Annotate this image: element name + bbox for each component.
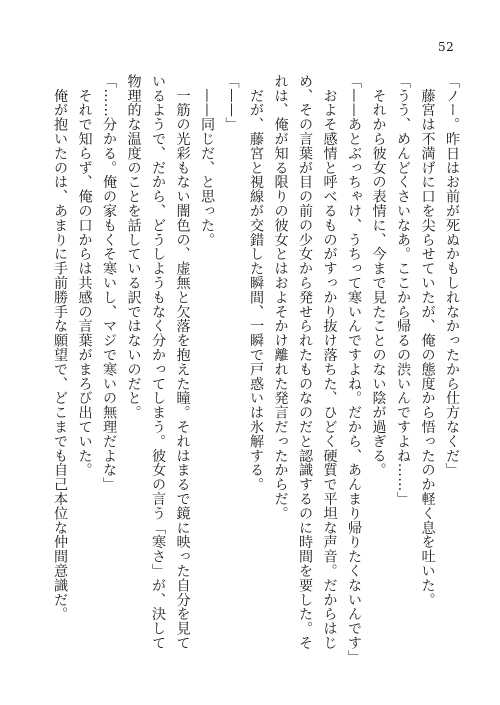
text-line: 「——」: [223, 74, 240, 132]
text-line: ——同じだ、と思った。: [199, 74, 215, 247]
text-line: それで知らず、俺の口からは共感の言葉がまろび出ていた。: [76, 74, 93, 478]
text-line: いるようで、だから、どうしようもなく分かってしまう。彼女の言う「寒さ」が、決して: [150, 74, 166, 650]
text-line: それから彼女の表情に、今まで見たことのない陰が過ぎる。: [370, 74, 387, 478]
text-line: れは、俺が知る限りの彼女とはおよそかけ離れた発言だったからだ。: [272, 74, 289, 521]
text-line: 「……分かる。俺の家もくそ寒いし、マジで寒いの無理だよな」: [101, 74, 117, 492]
text-line: 俺が抱いたのは、あまりに手前勝手な願望で、どこまでも自己本位な仲間意識だ。: [52, 74, 68, 622]
text-line: だが、藤宮と視線が交錯した瞬間、一瞬で戸惑いは氷解する。: [248, 74, 264, 492]
text-line: 「ノー。昨日はお前が死ぬかもしれなかったから仕方なくだ」: [444, 74, 460, 478]
text-line: め、その言葉が目の前の少女から発せられたものなのだと認識するのに時間を要した。そ: [297, 74, 313, 650]
text-line: 物理的な温度のことを話している訳ではないのだと。: [125, 74, 142, 420]
novel-text-body: [48, 74, 465, 674]
text-line: 「——あとぶっちゃけ、うちって寒いんですよね。だから、あんまり帰りたくないんです」: [346, 74, 362, 665]
text-line: 「うう、めんどくさいなあ。ここから帰るの渋いんですよね……」: [395, 74, 411, 506]
page-number: 52: [438, 40, 455, 54]
text-line: およそ感情と呼べるものがすっかり抜け落ちた、ひどく硬質で平坦な声音。だからはじ: [321, 74, 338, 650]
text-line: 一筋の光彩もない闇色の、虚無と欠落を抱えた瞳。それはまるで鏡に映った自分を見て: [174, 74, 191, 650]
text-line: 藤宮は不満げに口を尖らせていたが、俺の態度から悟ったのか軽く息を吐いた。: [419, 74, 436, 607]
